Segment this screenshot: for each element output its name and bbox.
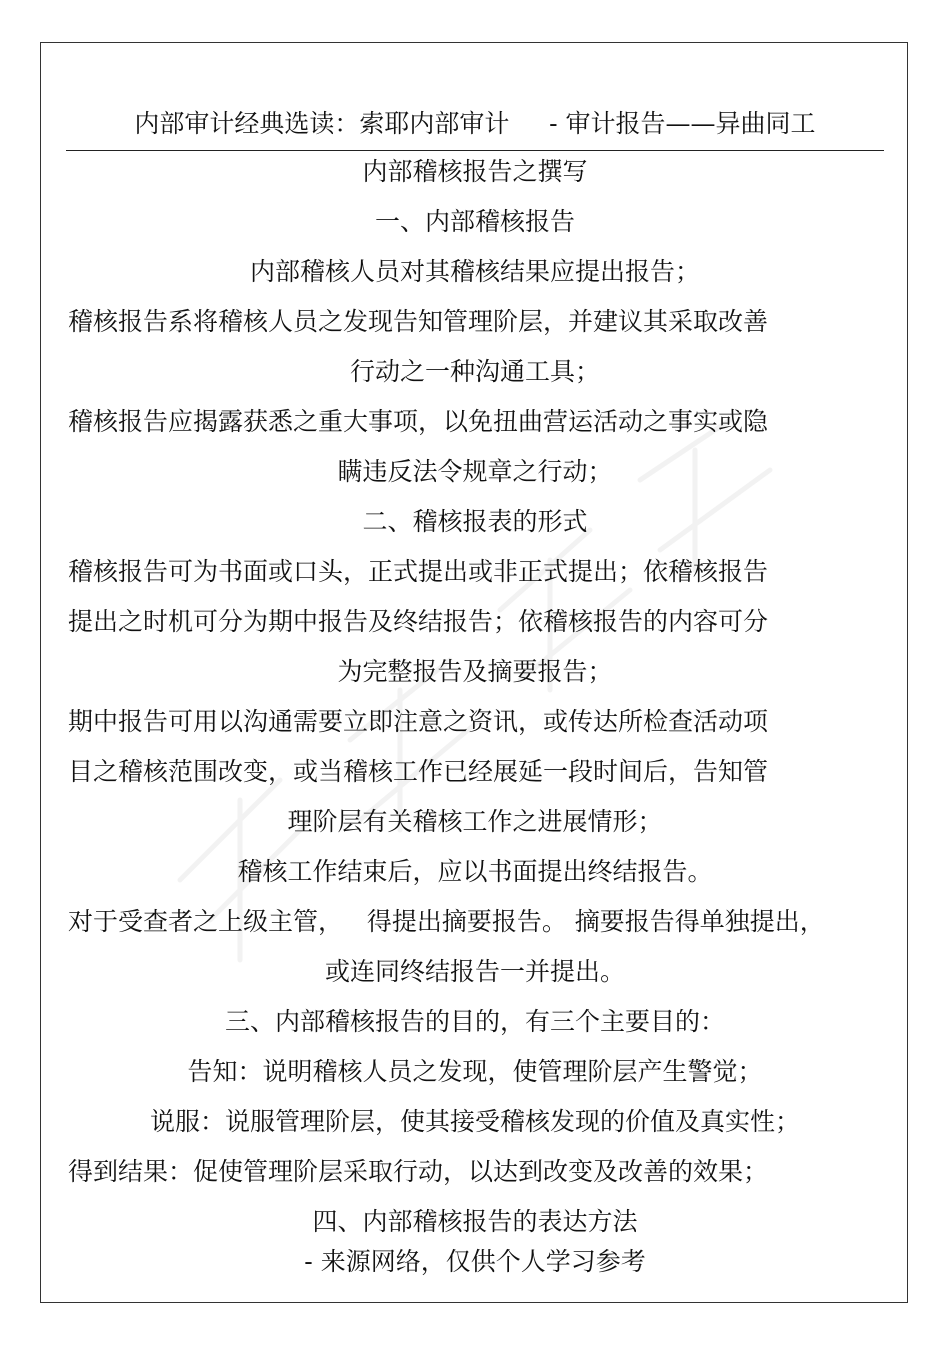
text-line: 理阶层有关稽核工作之进展情形； bbox=[287, 807, 663, 836]
section-heading-4: 四、内部稽核报告的表达方法 bbox=[312, 1207, 638, 1236]
text-line: 对于受查者之上级主管， 得提出摘要报告。 摘要报告得单独提出， bbox=[68, 907, 825, 936]
footer-note: - 来源网络，仅供个人学习参考 bbox=[304, 1247, 646, 1276]
text-line: 说服：说服管理阶层，使其接受稽核发现的价值及真实性； bbox=[149, 1107, 800, 1136]
text-line: 稽核报告应揭露获悉之重大事项，以免扭曲营运活动之事实或隐 bbox=[68, 407, 769, 436]
section-heading-2: 二、稽核报表的形式 bbox=[362, 507, 588, 536]
text-line: 内部稽核人员对其稽核结果应提出报告； bbox=[249, 257, 700, 286]
text-line: 行动之一种沟通工具； bbox=[349, 357, 600, 386]
text-line: 稽核报告可为书面或口头，正式提出或非正式提出；依稽核报告 bbox=[68, 557, 769, 586]
text-line: 提出之时机可分为期中报告及终结报告；依稽核报告的内容可分 bbox=[68, 607, 769, 636]
text-line: 稽核工作结束后，应以书面提出终结报告。 bbox=[237, 857, 713, 886]
section-heading-1: 一、内部稽核报告 bbox=[374, 207, 575, 236]
text-line: 告知：说明稽核人员之发现，使管理阶层产生警觉； bbox=[187, 1057, 763, 1086]
section-heading-3: 三、内部稽核报告的目的，有三个主要目的： bbox=[224, 1007, 725, 1036]
text-line: 为完整报告及摘要报告； bbox=[337, 657, 613, 686]
text-line: 期中报告可用以沟通需要立即注意之资讯，或传达所检查活动项 bbox=[68, 707, 769, 736]
text-line: 得到结果：促使管理阶层采取行动，以达到改变及改善的效果； bbox=[68, 1157, 769, 1186]
header-divider bbox=[66, 150, 884, 151]
text-line: 目之稽核范围改变，或当稽核工作已经展延一段时间后，告知管 bbox=[68, 757, 769, 786]
document-header: 内部审计经典选读：索耶内部审计 - 审计报告——异曲同工 bbox=[134, 109, 816, 138]
text-line: 稽核报告系将稽核人员之发现告知管理阶层，并建议其采取改善 bbox=[68, 307, 769, 336]
doc-title: 内部稽核报告之撰写 bbox=[362, 157, 588, 186]
text-line: 瞒违反法令规章之行动； bbox=[337, 457, 613, 486]
text-line: 或连同终结报告一并提出。 bbox=[324, 957, 625, 986]
